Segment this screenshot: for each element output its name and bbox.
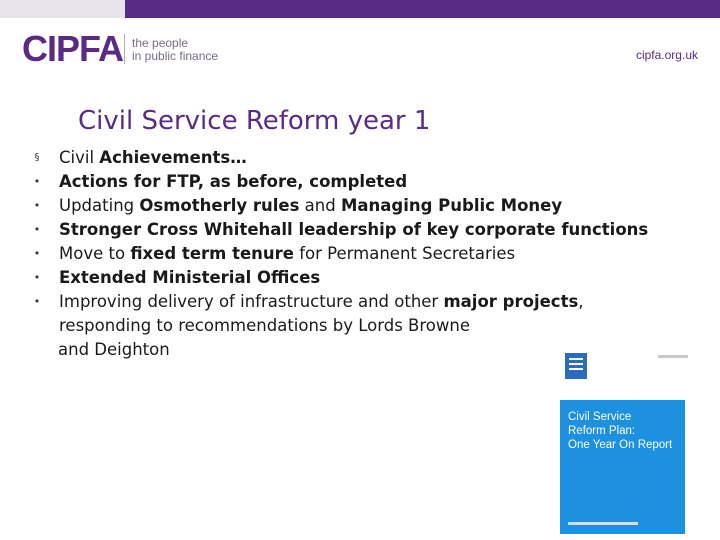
- bullet-item: [22, 266, 662, 290]
- report-thumbnail-icon: [565, 353, 587, 379]
- logo-text: CIPFA: [22, 28, 124, 69]
- report-footer-logo: [568, 522, 638, 525]
- bullet-text: fixed term tenure: [130, 244, 294, 263]
- bullet-text: Extended Ministerial Offices: [59, 268, 321, 287]
- report-cover: [560, 400, 685, 534]
- slide-title: Civil Service Reform year 1: [78, 106, 431, 136]
- bullet-dot-icon: •: [33, 271, 41, 284]
- report-title-line-2: Reform Plan:: [568, 425, 636, 437]
- bullet-text: Updating: [59, 196, 140, 215]
- bullet-dot-icon: •: [33, 223, 41, 236]
- header-band-highlight: [0, 0, 125, 18]
- tagline-line-1: the people: [132, 36, 189, 50]
- bullet-text: Actions for FTP, as before, completed: [59, 172, 408, 191]
- bullet-dot-icon: •: [33, 199, 41, 212]
- bullet-list: [22, 146, 662, 362]
- bullet-dot-icon: •: [33, 175, 41, 188]
- logo-tagline: [132, 37, 262, 63]
- bullet-item: [22, 218, 662, 242]
- bullet-item: [22, 170, 662, 194]
- bullet-text: and: [299, 196, 341, 215]
- bullet-text: Achievements…: [99, 148, 247, 167]
- bullet-continuation: and Deighton: [58, 340, 170, 359]
- bullet-item: [22, 242, 662, 266]
- bullet-dot-icon: •: [33, 295, 41, 308]
- bullet-text: Osmotherly rules: [139, 196, 300, 215]
- report-title-line-3: One Year On Report: [568, 439, 673, 451]
- report-date-line: [658, 355, 688, 358]
- tagline-line-2: in public finance: [132, 49, 219, 63]
- site-url: cipfa.org.uk: [635, 48, 698, 62]
- bullet-text: Managing Public Money: [340, 196, 563, 215]
- bullet-item: [22, 290, 662, 338]
- bullet-text: Move to: [59, 244, 131, 263]
- report-title-line-1: Civil Service: [568, 411, 632, 423]
- bullet-item: [22, 146, 662, 170]
- bullet-text: major projects: [443, 292, 579, 311]
- logo-divider: [124, 34, 125, 64]
- square-bullet-icon: §: [34, 152, 40, 163]
- bullet-text: Improving delivery of infrastructure and other: [59, 292, 444, 311]
- report-title: [568, 410, 677, 452]
- bullet-item: [22, 194, 662, 218]
- bullet-text: , responding to recommendations by Lords Browne: [59, 292, 584, 335]
- bullet-text: Stronger Cross Whitehall leadership of key corporate functions: [59, 220, 649, 239]
- bullet-text: for Permanent Secretaries: [293, 244, 516, 263]
- bullet-text: Civil: [59, 148, 100, 167]
- bullet-dot-icon: •: [33, 247, 41, 260]
